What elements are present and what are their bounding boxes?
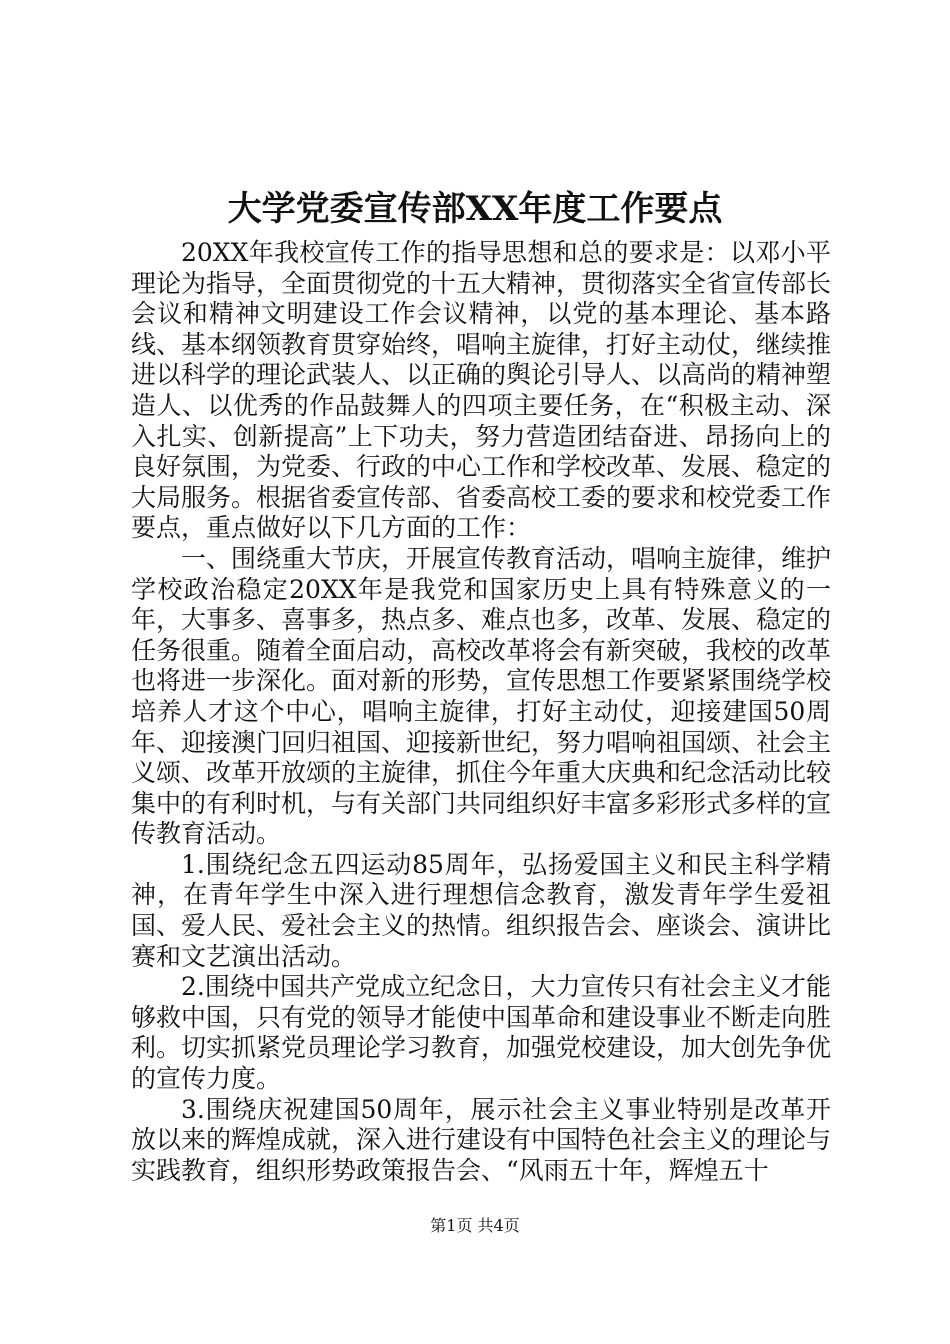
paragraph-intro: 20XX年我校宣传工作的指导思想和总的要求是：以邓小平理论为指导，全面贯彻党的十五大精神，贯彻落实全省宣传部长会议和精神文明建设工作会议精神，以党的基本理论、基本路线、基本纲领教育贯穿始终，唱响主旋律，打好主动仗，继续推进以科学的理论武装人、以正确的舆论引导人、以高尚的精神塑造人、以优秀的作品鼓舞人的四项主要任务，在“积极主动、深入扎实、创新提高”上下功夫，努力营造团结奋进、昂扬向上的良好氛围，为党委、行政的中心工作和学校改革、发展、稳定的大局服务。根据省委宣传部、省委高校工委的要求和校党委工作要点，重点做好以下几方面的工作：: [131, 238, 832, 543]
paragraph-item-one: 1.围绕纪念五四运动85周年，弘扬爱国主义和民主科学精神，在青年学生中深入进行理想信念教育，激发青年学生爱祖国、爱人民、爱社会主义的热情。组织报告会、座谈会、演讲比赛和文艺演出活动。: [131, 849, 832, 971]
paragraph-section-one: 一、围绕重大节庆，开展宣传教育活动，唱响主旋律，维护学校政治稳定20XX年是我党和国家历史上具有特殊意义的一年，大事多、喜事多，热点多、难点也多，改革、发展、稳定的任务很重。随着全面启动，高校改革将会有新突破，我校的改革也将进一步深化。面对新的形势，宣传思想工作要紧紧围绕学校培养人才这个中心，唱响主旋律，打好主动仗，迎接建国50周年、迎接澳门回归祖国、迎接新世纪，努力唱响祖国颂、社会主义颂、改革开放颂的主旋律，抓住今年重大庆典和纪念活动比较集中的有利时机，与有关部门共同组织好丰富多彩形式多样的宣传教育活动。: [131, 543, 832, 849]
paragraph-item-two: 2.围绕中国共产党成立纪念日，大力宣传只有社会主义才能够救中国，只有党的领导才能使中国革命和建设事业不断走向胜利。切实抓紧党员理论学习教育，加强党校建设，加大创先争优的宣传力度。: [131, 972, 832, 1094]
paragraph-item-three: 3.围绕庆祝建国50周年，展示社会主义事业特别是改革开放以来的辉煌成就，深入进行建设有中国特色社会主义的理论与实践教育，组织形势政策报告会、“风雨五十年，辉煌五十: [131, 1094, 832, 1185]
page-indicator: 第1页 共4页: [430, 1216, 520, 1235]
document-body: [131, 238, 831, 1186]
document-title: 大学党委宣传部XX年度工作要点: [227, 189, 723, 229]
